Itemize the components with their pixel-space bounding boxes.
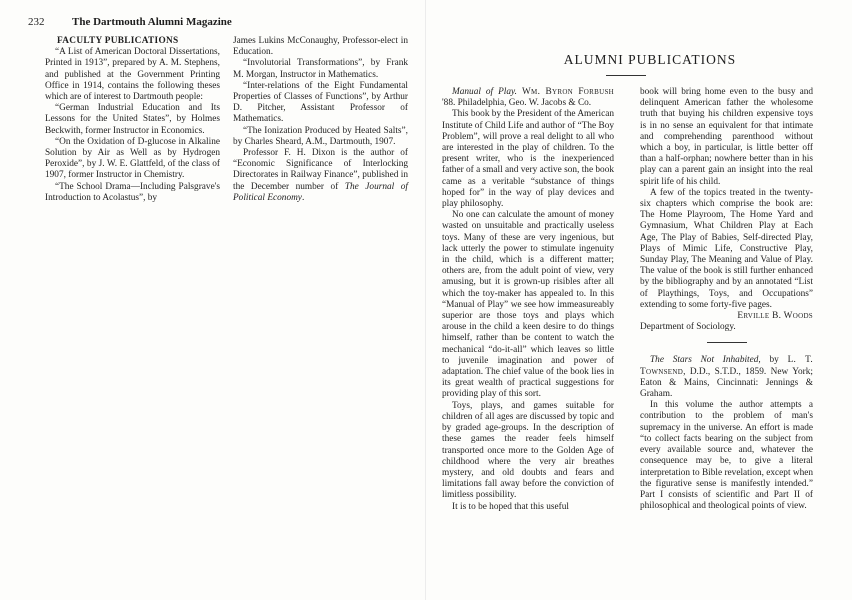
separator-rule <box>707 342 747 343</box>
paragraph: It is to be hoped that this useful <box>452 501 569 512</box>
book-title: The Stars Not Inhabited, <box>650 355 761 366</box>
book-author: L. T. Townsend <box>640 355 813 377</box>
paragraph: book will bring home even to the busy and delinquent American father the wholesome truth that buying his children expensive toys is in no sense an equivalent for that intimate and comprehending parenthood without which a boy, in particular, is little better off than a half-orphan; nowhere better than in his play can a parent gain an insight into the real spirit life of his child. <box>640 87 813 187</box>
paragraph: “The Ionization Produced by Heated Salts”, by Charles Sheard, A.M., Dartmouth, 1907. <box>233 125 408 147</box>
reviewer-department: Department of Sociology. <box>640 322 736 333</box>
paragraph: James Lukins McConaughy, Professor-elect in Education. <box>233 36 408 58</box>
paragraph: No one can calculate the amount of money wasted on unsuitable and practically useless toys. Many of these are very ingenious, but lack utterly the power to stimulate ingenuity in the child, which is a different matter; others are, from the adult point of view, very amusing, but it is grown-up risibles after all which the toy-maker has appealed to. In this “Manual of Play” we see how immeasureably superior are those toys and plays which arouse in the child a keen desire to do things himself, rather than be content to watch the mechanical “do-it-all” which leaves so little to juvenile imagination and power of adaptation. The chief value of the book lies in its great wealth of practical suggestions for providing play of this sort. <box>442 210 614 400</box>
running-head <box>28 16 232 28</box>
magazine-title: The Dartmouth Alumni Magazine <box>72 16 232 28</box>
right-column-1 <box>442 87 614 513</box>
section-heading: FACULTY PUBLICATIONS <box>57 36 179 46</box>
reviewer-name: Erville B. Woods <box>737 311 813 322</box>
right-column-2 <box>640 87 813 512</box>
journal-title: The Journal of Political Economy <box>233 181 408 203</box>
left-column-2 <box>233 36 408 204</box>
paragraph: “A List of American Doctoral Dissertations, Printed in 1913”, prepared by A. M. Stephens, and published at the Government Printing Office in 1914, contains the following theses which are of interest to Dartmouth people: <box>45 47 220 103</box>
paragraph: “On the Oxidation of D-glucose in Alkaline Solution by Air as Well as by Hydrogen Peroxide”, by J. W. E. Glattfeld, of the class of 1907, former Instructor in Chemistry. <box>45 136 220 181</box>
paragraph: This book by the President of the American Institute of Child Life and author of “The Boy Problem”, will prove a real delight to all who are interested in the play of children. To the present writer, who is the inexperienced father of a small and very active son, the book came as a veritable “substance of things hoped for” in the way of play devices and play philosophy. <box>442 109 614 210</box>
book-title: Manual of Play. <box>452 87 517 97</box>
paragraph: “Inter-relations of the Eight Fundamental Properties of Classes of Functions”, by Arthur D. Pitcher, Assistant Professor of Mathematics. <box>233 80 408 125</box>
paragraph: A few of the topics treated in the twenty-six chapters which comprise the book are: The Home Playroom, The Home Yard and Gymnasium, What Children Play at Each Age, The Play of Babies, Self-directed Play, Plays of Mimic Life, Constructive Play, Sunday Play, The Meaning and Value of Play. The value of the book is still further enhanced by the bibliography and by an annotated “List of Playthings, Toys, and Occupations” extending to some forty-five pages. <box>640 187 813 310</box>
book-citation: Manual of Play. Wm. Byron Forbush '88. Philadelphia, Geo. W. Jacobs & Co. <box>442 87 614 109</box>
book-citation: The Stars Not Inhabited, by L. T. Townsend, D.D., S.T.D., 1859. New York; Eaton & Mains, Cincinnati: Jennings & Graham. <box>640 355 813 400</box>
book-author: Wm. Byron Forbush <box>521 87 614 97</box>
paragraph: “Involutorial Transformations”, by Frank M. Morgan, Instructor in Mathematics. <box>233 58 408 80</box>
page-number: 232 <box>28 16 45 28</box>
page-title: ALUMNI PUBLICATIONS <box>563 52 737 67</box>
left-column-1 <box>45 36 220 204</box>
paragraph: Professor F. H. Dixon is the author of “Economic Significance of Interlocking Directorates in Railway Finance”, published in the December number of The Journal of Political Economy. <box>233 148 408 203</box>
paragraph: “German Industrial Education and Its Lessons for the United States”, by Holmes Beckwith, former Instructor in Economics. <box>45 103 220 136</box>
title-rule <box>606 75 646 76</box>
right-page <box>426 0 852 600</box>
paragraph: Toys, plays, and games suitable for children of all ages are discussed by topic and by graded age-groups. In the description of these games the reader feels himself transported once more to the Golden Age of childhood where the very air breathes mystery, and old doubts and fears and limitations fall away before the conviction of limitless possibility. <box>442 400 614 501</box>
paragraph: “The School Drama—Including Palsgrave's Introduction to Acolastus”, by <box>45 181 220 203</box>
paragraph: In this volume the author attempts a contribution to the problem of man's supremacy in the universe. An effort is made “to collect facts bearing on the subject from every available source and, whatever the consequence may be, to give a literal interpretation to Bible revelation, except when the figurative sense is manifestly intended.” Part I consists of scientific and Part II of philosophical and theological points of view. <box>640 400 813 512</box>
